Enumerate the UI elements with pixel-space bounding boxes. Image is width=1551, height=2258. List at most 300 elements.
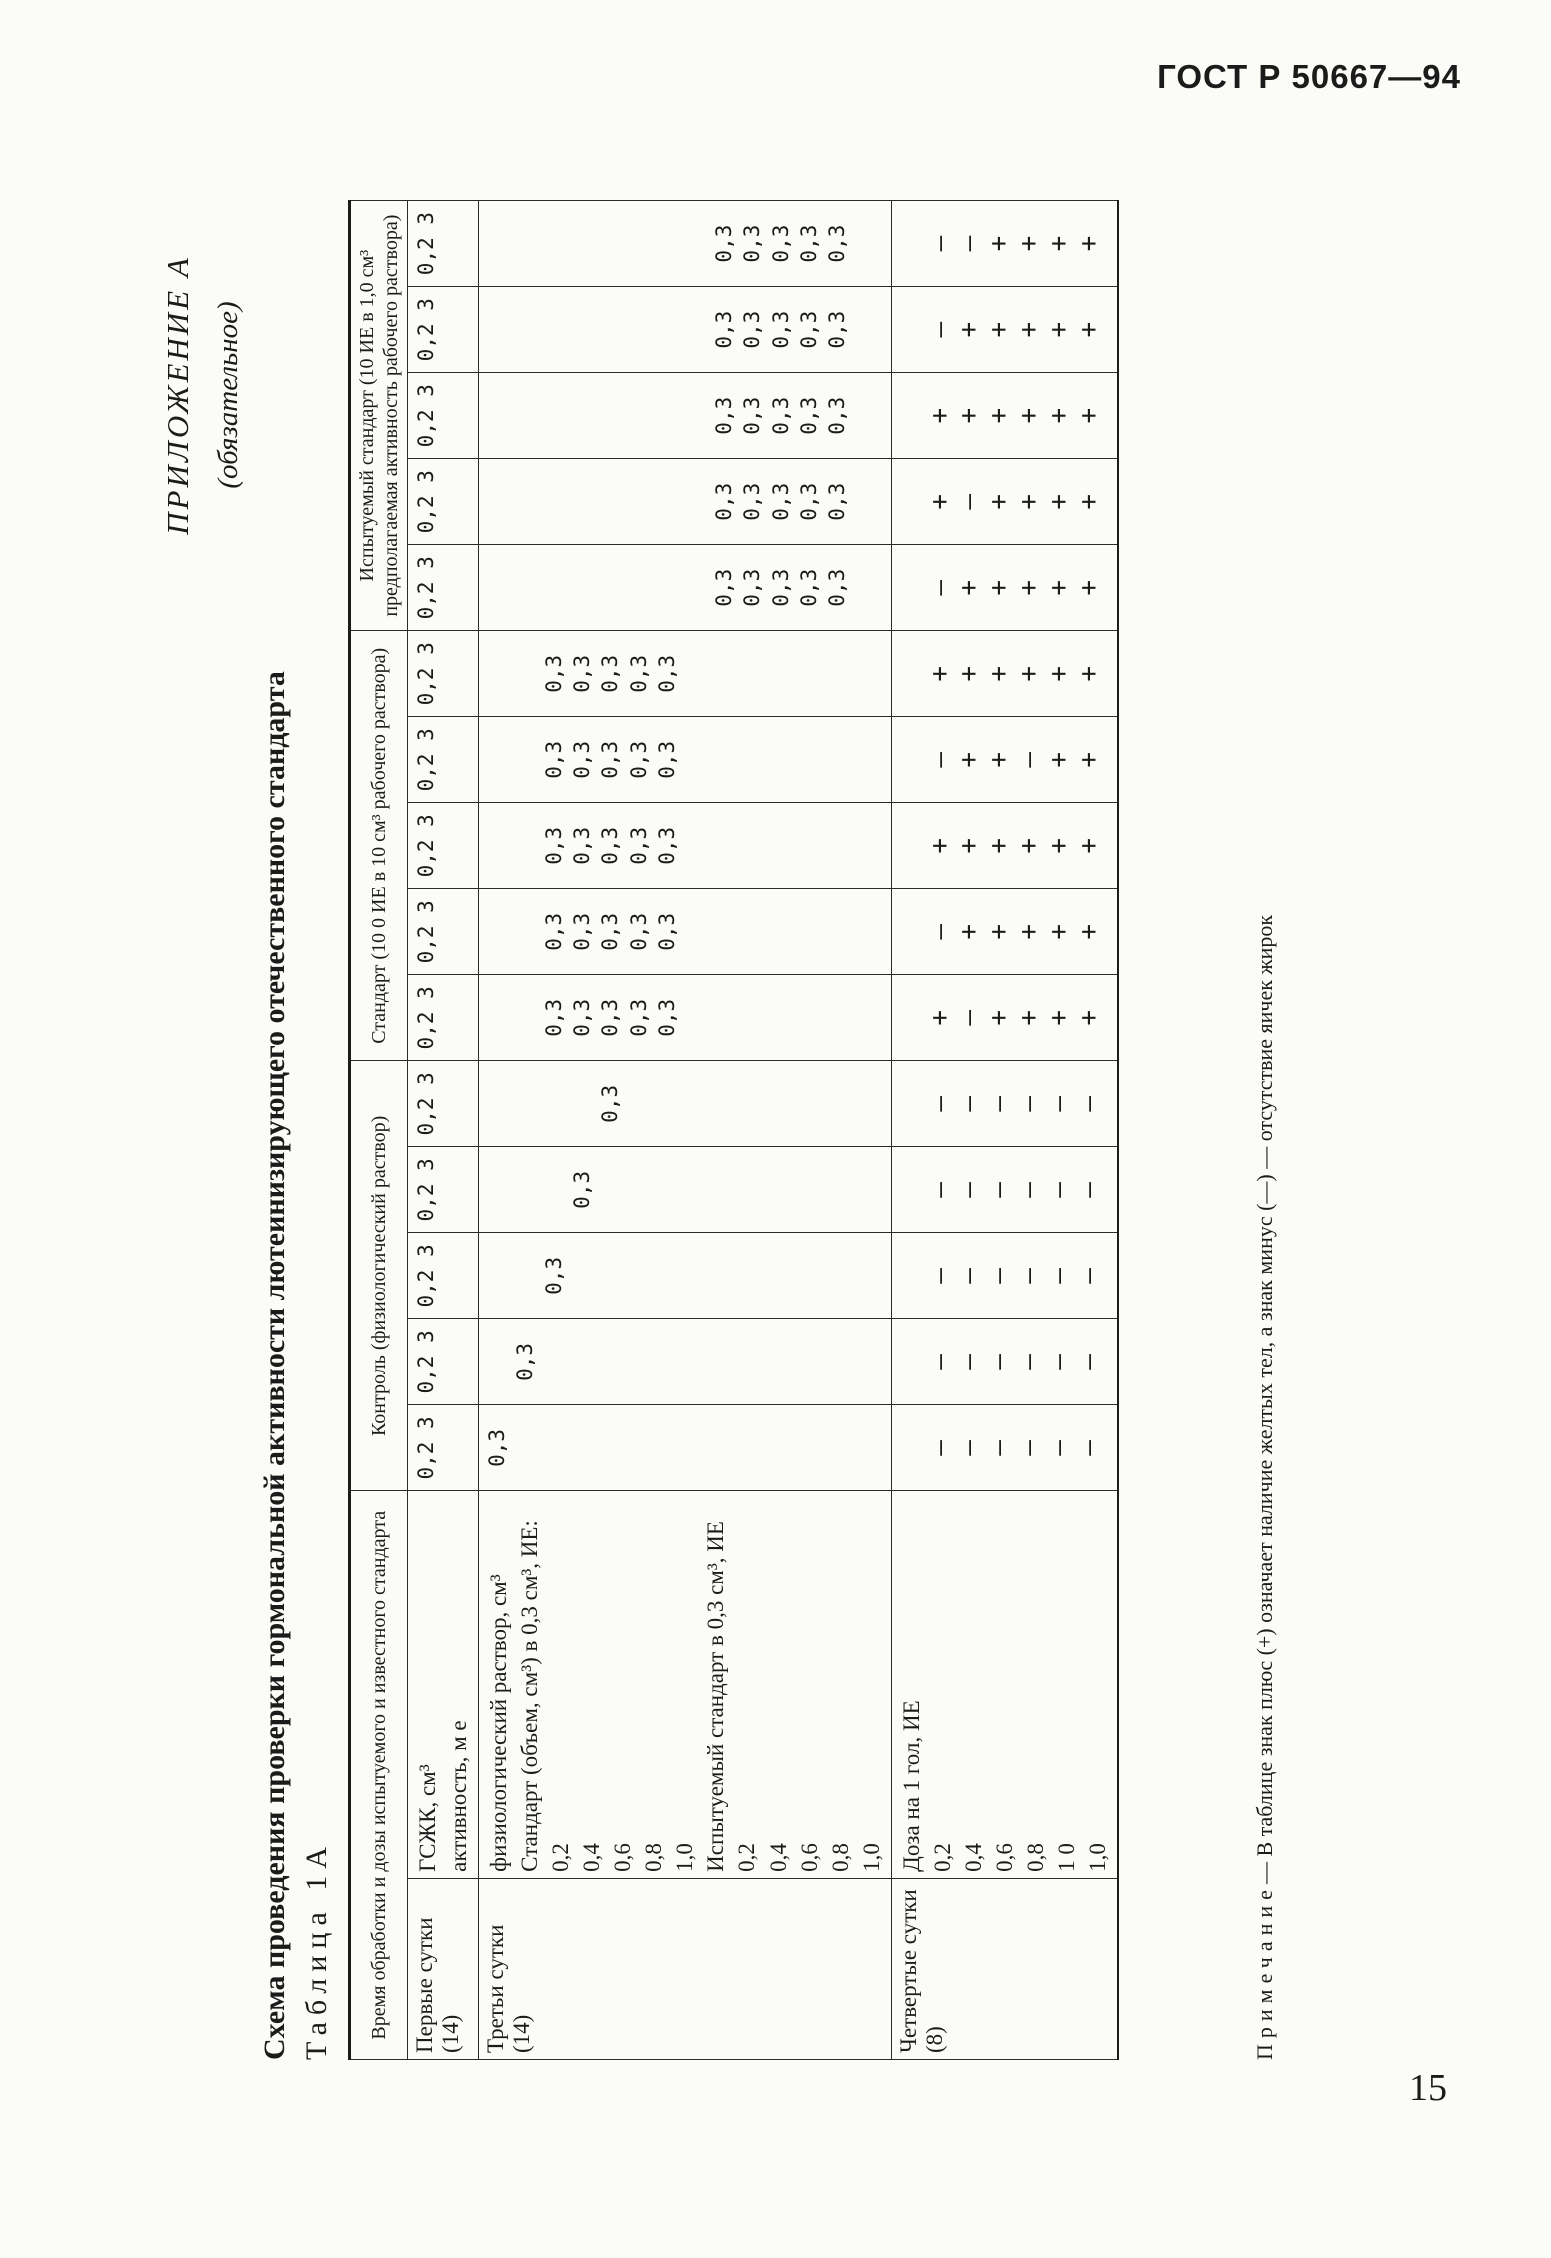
dose-value [483, 1325, 511, 1398]
dose-value [511, 1067, 539, 1140]
table-name: Таблица 1А [300, 1840, 333, 2060]
rotated-content [150, 160, 1380, 2060]
dose-value [823, 1153, 851, 1226]
dose-value [568, 1411, 596, 1484]
dose-value [483, 207, 511, 280]
result-mark [896, 379, 926, 452]
section-treatment [408, 1491, 479, 1878]
dose-value [511, 293, 539, 366]
treatment-line: 0,6 [610, 1843, 636, 1872]
dose-cell [891, 1061, 1118, 1147]
dose-value [795, 895, 823, 968]
dose-value [682, 723, 710, 796]
result-mark: + [924, 493, 955, 510]
table-section-row [479, 201, 892, 2060]
dose-value: 0,3 [796, 224, 821, 263]
appendix-title: ПРИЛОЖЕНИЕ А [160, 255, 195, 535]
dose-value [596, 1239, 624, 1312]
dose-value [682, 465, 710, 538]
dose-value: 0,3 [796, 482, 821, 521]
result-mark: — [924, 1354, 955, 1370]
result-mark: + [924, 665, 955, 682]
result-mark: + [1044, 407, 1075, 424]
result-mark: — [1014, 1268, 1045, 1284]
dose-cell [408, 459, 479, 545]
dose-value: 0,3 [796, 568, 821, 607]
dose-value [710, 1325, 738, 1398]
document-title: Схема проведения проверки гормональной активности лютеинизирующего отечественного стандарта [258, 671, 291, 2060]
result-mark: — [954, 235, 985, 252]
dose-value [738, 1411, 766, 1484]
dose-value [795, 1153, 823, 1226]
dose-cell [408, 1319, 479, 1405]
dose-value [738, 637, 766, 710]
dose-value [738, 981, 766, 1054]
dose-value: 0,3 [740, 482, 765, 521]
dose-value [710, 637, 738, 710]
dose-value [483, 1067, 511, 1140]
dose-value [596, 551, 624, 624]
dose-cell [479, 631, 892, 717]
dose-value [682, 895, 710, 968]
result-mark: — [954, 1440, 985, 1456]
dose-value [540, 465, 568, 538]
dose-value: 0,3 [626, 998, 651, 1037]
result-mark [896, 207, 926, 280]
result-mark: — [924, 321, 955, 338]
result-mark: + [1074, 837, 1105, 854]
dose-value [511, 551, 539, 624]
dose-value [511, 981, 539, 1054]
dose-value [540, 293, 568, 366]
treatment-line: 0,8 [1022, 1843, 1048, 1872]
dose-cell [408, 975, 479, 1061]
dose-value: 0,2 3 [414, 1244, 438, 1308]
result-mark: + [1044, 923, 1075, 940]
result-mark: — [954, 1182, 985, 1198]
note-label: Примечание [1252, 1884, 1277, 2060]
dose-value [767, 1239, 795, 1312]
dose-value: 0,3 [570, 654, 595, 693]
dose-value [795, 809, 823, 882]
section-time: Первые сутки (14) [408, 1878, 479, 2059]
dose-cell [891, 201, 1118, 287]
dose-value [568, 1239, 596, 1312]
dose-value [710, 895, 738, 968]
dose-value [625, 465, 653, 538]
result-mark: — [954, 1354, 985, 1370]
result-mark [896, 809, 926, 882]
result-mark [896, 1325, 926, 1398]
dose-value [625, 207, 653, 280]
dose-value: 0,3 [711, 568, 736, 607]
table-header-row [350, 201, 408, 2060]
dose-value [823, 895, 851, 968]
dose-value [767, 895, 795, 968]
dose-value: 0,2 3 [414, 211, 438, 276]
section-time: Третьи сутки (14) [479, 1878, 892, 2059]
dose-cell [479, 1233, 892, 1319]
dose-value: 0,3 [598, 654, 623, 693]
result-mark: — [954, 1010, 985, 1026]
dose-value [682, 379, 710, 452]
dose-value [767, 1411, 795, 1484]
dose-value [511, 1153, 539, 1226]
result-mark: + [1044, 837, 1075, 854]
dose-value [653, 293, 681, 366]
result-mark: + [1014, 1010, 1045, 1026]
dose-value: 0,3 [711, 310, 736, 349]
result-mark: + [1074, 321, 1105, 338]
dose-value [682, 981, 710, 1054]
dose-value: 0,3 [655, 826, 680, 865]
result-mark: — [984, 1440, 1015, 1456]
dose-value [625, 1411, 653, 1484]
treatment-line: 1,0 [1084, 1843, 1110, 1872]
result-mark: + [1014, 923, 1045, 940]
dose-value: 0,2 3 [414, 814, 438, 878]
dose-value: 0,2 3 [414, 1072, 438, 1136]
treatment-line: 1 0 [1053, 1843, 1079, 1872]
dose-value: 0,3 [740, 568, 765, 607]
dose-value: 0,3 [768, 568, 793, 607]
treatment-line: 0,2 [548, 1843, 574, 1872]
dose-value [568, 1325, 596, 1398]
dose-cell [408, 287, 479, 373]
result-mark: + [984, 1010, 1015, 1026]
dose-value [653, 1411, 681, 1484]
col-header-control: Контроль (физиологический раствор) [350, 1061, 408, 1491]
result-mark: — [1044, 1268, 1075, 1284]
result-mark: — [924, 1096, 955, 1112]
dose-value: 0,3 [740, 224, 765, 263]
result-mark: + [1014, 837, 1045, 854]
result-mark: — [924, 1268, 955, 1284]
dose-value: 0,3 [598, 826, 623, 865]
dose-value [596, 379, 624, 452]
dose-value [483, 895, 511, 968]
result-mark: + [1074, 579, 1105, 596]
dose-value: 0,2 3 [414, 470, 438, 534]
dose-value [823, 1239, 851, 1312]
dose-cell [891, 1405, 1118, 1491]
dose-cell [479, 1061, 892, 1147]
dose-value: 0,3 [768, 396, 793, 435]
dose-cell [479, 889, 892, 975]
dose-value: 0,3 [541, 740, 566, 779]
result-mark: — [954, 1096, 985, 1112]
dose-value [511, 207, 539, 280]
dose-value: 0,2 3 [414, 728, 438, 792]
result-mark: — [1044, 1182, 1075, 1198]
result-mark: + [1014, 579, 1045, 596]
result-mark: — [1014, 1182, 1045, 1198]
result-mark: — [1044, 1354, 1075, 1370]
result-mark: + [1044, 1010, 1075, 1026]
dose-value [653, 551, 681, 624]
dose-value: 0,3 [570, 740, 595, 779]
result-mark: — [1074, 1268, 1105, 1284]
dose-value [511, 895, 539, 968]
dose-value [795, 1411, 823, 1484]
note-text: — В таблице знак плюс (+) означает наличие желтых тел, а знак минус (—) — отсутствие яичек жирок [1252, 914, 1277, 1885]
dose-cell [408, 1233, 479, 1319]
dose-value [596, 1325, 624, 1398]
dose-value [568, 293, 596, 366]
dose-value [540, 1067, 568, 1140]
dose-cell [408, 1061, 479, 1147]
dose-value: 0,2 3 [414, 384, 438, 448]
result-mark: + [1074, 665, 1105, 682]
dose-value [483, 551, 511, 624]
dose-cell [891, 287, 1118, 373]
dose-value: 0,3 [570, 1170, 595, 1209]
dose-value: 0,3 [768, 310, 793, 349]
dose-value [596, 207, 624, 280]
result-mark [896, 293, 926, 366]
dose-value: 0,3 [541, 912, 566, 951]
dose-value [682, 1325, 710, 1398]
dose-value [823, 1067, 851, 1140]
result-mark: — [924, 1440, 955, 1456]
result-mark: — [924, 923, 955, 940]
result-mark: + [984, 923, 1015, 940]
dose-value [540, 1325, 568, 1398]
result-mark: + [954, 923, 985, 940]
dose-value [625, 379, 653, 452]
table-section-row [408, 201, 479, 2060]
dose-value [682, 1239, 710, 1312]
dose-cell [891, 373, 1118, 459]
dose-value: 0,2 3 [414, 556, 438, 620]
dose-cell [479, 1147, 892, 1233]
result-mark: — [984, 1096, 1015, 1112]
dose-value [653, 207, 681, 280]
dose-value [767, 723, 795, 796]
dose-value [568, 379, 596, 452]
treatment-line: 0,6 [991, 1843, 1017, 1872]
dose-value [483, 809, 511, 882]
page-number: 15 [1409, 2067, 1447, 2109]
dose-value [767, 809, 795, 882]
result-mark: + [1074, 1010, 1105, 1026]
result-mark: + [1044, 321, 1075, 338]
treatment-line: 1,0 [672, 1843, 698, 1872]
dose-value [625, 1067, 653, 1140]
dose-cell [479, 373, 892, 459]
dose-value: 0,3 [541, 826, 566, 865]
dose-value [738, 1239, 766, 1312]
result-mark: — [1074, 1354, 1105, 1370]
dose-value: 0,2 3 [414, 642, 438, 706]
dose-value [795, 723, 823, 796]
result-mark: + [1044, 235, 1075, 252]
dose-value: 0,3 [541, 998, 566, 1037]
result-mark: + [984, 751, 1015, 768]
dose-cell [408, 201, 479, 287]
result-mark: + [984, 665, 1015, 682]
dose-value [710, 1411, 738, 1484]
result-mark: — [1074, 1182, 1105, 1198]
result-mark [896, 1239, 926, 1312]
result-mark: + [954, 665, 985, 682]
dose-value [596, 465, 624, 538]
result-mark: — [1044, 1096, 1075, 1112]
dose-value: 0,3 [740, 310, 765, 349]
treatment-line: 0,4 [579, 1843, 605, 1872]
dose-value: 0,3 [598, 912, 623, 951]
treatment-line: активность, м е [446, 1720, 472, 1872]
dose-value [653, 1153, 681, 1226]
dose-cell [479, 975, 892, 1061]
result-mark: — [1014, 1440, 1045, 1456]
result-mark: + [924, 407, 955, 424]
dose-cell [891, 545, 1118, 631]
dose-value: 0,3 [711, 396, 736, 435]
result-mark [896, 465, 926, 538]
dose-value [568, 207, 596, 280]
dose-cell [479, 1405, 892, 1491]
dose-value: 0,3 [740, 396, 765, 435]
dose-value: 0,3 [655, 740, 680, 779]
dose-value [767, 1153, 795, 1226]
dose-cell [408, 1405, 479, 1491]
treatment-line: 1,0 [858, 1843, 884, 1872]
dose-value: 0,3 [570, 912, 595, 951]
result-mark: + [1044, 665, 1075, 682]
dose-value: 0,3 [711, 482, 736, 521]
dose-value: 0,3 [655, 912, 680, 951]
dose-value [653, 1325, 681, 1398]
section-time: Четвертые сутки (8) [891, 1878, 1118, 2059]
dose-value [682, 1153, 710, 1226]
dose-value [738, 895, 766, 968]
dose-value [823, 637, 851, 710]
result-mark: + [984, 407, 1015, 424]
dose-value [540, 551, 568, 624]
treatment-line: 0,6 [796, 1843, 822, 1872]
dose-value [483, 1153, 511, 1226]
treatment-line: ГСЖК, см³ [415, 1764, 440, 1872]
result-mark: — [1014, 1354, 1045, 1370]
result-mark: + [984, 235, 1015, 252]
dose-value: 0,3 [768, 224, 793, 263]
dose-value [511, 1239, 539, 1312]
result-mark: + [1014, 665, 1045, 682]
dose-value [483, 465, 511, 538]
table-body [408, 201, 1119, 2060]
dose-cell [891, 631, 1118, 717]
dose-value [795, 981, 823, 1054]
result-mark: + [1074, 407, 1105, 424]
dose-value: 0,3 [796, 310, 821, 349]
dose-value [738, 1325, 766, 1398]
result-mark: + [954, 407, 985, 424]
result-mark: — [924, 235, 955, 252]
dose-value [540, 1411, 568, 1484]
result-mark: + [1044, 579, 1075, 596]
dose-cell [408, 889, 479, 975]
dose-value [511, 465, 539, 538]
dose-value [682, 551, 710, 624]
col-header-time: Время обработки и дозы испытуемого и известного стандарта [350, 1491, 408, 2060]
dose-value [511, 809, 539, 882]
dose-value [767, 981, 795, 1054]
result-mark: + [954, 321, 985, 338]
dose-value: 0,2 3 [414, 986, 438, 1050]
dose-value: 0,3 [825, 396, 850, 435]
dose-value [710, 809, 738, 882]
dose-value [795, 637, 823, 710]
dose-value: 0,3 [570, 826, 595, 865]
dose-value [823, 723, 851, 796]
dose-value: 0,2 3 [414, 1416, 438, 1480]
section-treatment [479, 1491, 892, 1878]
dose-value [682, 207, 710, 280]
dose-cell [479, 287, 892, 373]
treatment-line: 0,4 [960, 1843, 986, 1872]
dose-cell [408, 717, 479, 803]
dose-cell [479, 459, 892, 545]
result-mark: + [1014, 235, 1045, 252]
dose-cell [891, 889, 1118, 975]
dose-value: 0,3 [570, 998, 595, 1037]
result-mark: — [924, 1182, 955, 1198]
dose-value [483, 293, 511, 366]
treatment-line: Испытуемый стандарт в 0,3 см³, ИЕ [703, 1521, 729, 1872]
dose-value: 0,3 [711, 224, 736, 263]
result-mark: — [954, 1268, 985, 1284]
dose-value: 0,3 [626, 654, 651, 693]
dose-value [710, 1067, 738, 1140]
dose-value [767, 637, 795, 710]
dose-cell [408, 545, 479, 631]
appendix-subtitle: (обязательное) [212, 301, 244, 489]
dose-cell [479, 1319, 892, 1405]
result-mark: — [924, 579, 955, 596]
treatment-line: 0,2 [734, 1843, 760, 1872]
result-mark: — [1074, 1440, 1105, 1456]
section-treatment [891, 1491, 1118, 1878]
dose-cell [891, 1147, 1118, 1233]
dose-value [483, 379, 511, 452]
hormone-activity-table [348, 200, 1119, 2060]
result-mark: + [1044, 751, 1075, 768]
dose-value [653, 1239, 681, 1312]
dose-value [483, 1239, 511, 1312]
dose-cell [408, 1147, 479, 1233]
dose-value [795, 1067, 823, 1140]
treatment-line: Стандарт (объем, см³) в 0,3 см³, ИЕ: [517, 1520, 543, 1872]
dose-value [738, 723, 766, 796]
dose-value [710, 981, 738, 1054]
dose-value [767, 1067, 795, 1140]
dose-value [682, 293, 710, 366]
result-mark: + [1044, 493, 1075, 510]
dose-value [568, 551, 596, 624]
dose-cell [891, 717, 1118, 803]
dose-value [511, 1411, 539, 1484]
dose-value: 0,3 [541, 1256, 566, 1295]
dose-value [568, 1067, 596, 1140]
dose-value [625, 1325, 653, 1398]
dose-value [710, 1153, 738, 1226]
result-mark: + [1014, 493, 1045, 510]
dose-value: 0,3 [655, 654, 680, 693]
result-mark [896, 1411, 926, 1484]
dose-value [823, 809, 851, 882]
dose-value [483, 981, 511, 1054]
